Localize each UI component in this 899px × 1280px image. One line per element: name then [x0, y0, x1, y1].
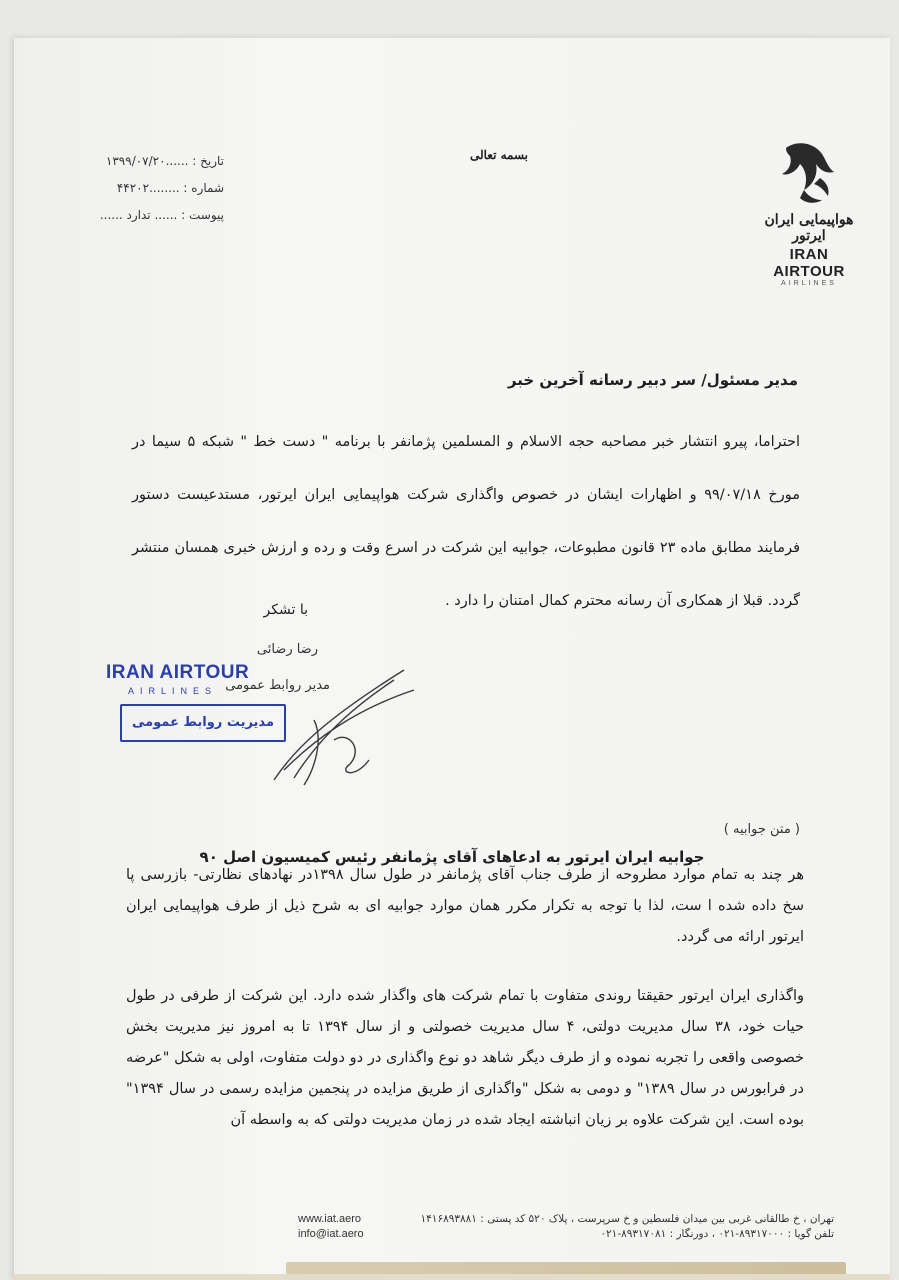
- footer-address-line1: تهران ، خ طالقانی غربی بین میدان فلسطین و خ سرپرست ، پلاک ۵۲۰ کد پستی : ۱۴۱۶۸۹۳۸۸۱: [420, 1213, 834, 1225]
- paragraph-main: احتراما، پیرو انتشار خبر مصاحبه حجه الاسلام و المسلمین پژمانفر با برنامه " دست خط " شبکه ۵ سیما در مورخ ۹۹/۰۷/۱۸ و اظهارات ایشان در خصوص واگذاری شرکت هواپیمایی ایران ایرتور، مستدعیست دستور فرمایند مطابق ماده ۲۳ قانون مطبوعات، جوابیه این شرکت در اسرع وقت و رده و ارزش خبری همسان منتشر گردد. قبلا از همکاری آن رسانه محترم کمال امتنان را دارد .: [132, 434, 801, 609]
- recipient-line: مدیر مسئول/ سر دبیر رسانه آخرین خبر: [507, 371, 798, 389]
- signer-name: رضا رضائی: [256, 642, 318, 657]
- footer-address-line2: تلفن گویا : ۸۹۳۱۷۰۰۰-۰۲۱ ، دورنگار : ۸۹۳۱۷۰۸۱-۰۲۱: [600, 1228, 834, 1240]
- pegasus-logo-icon: [774, 138, 844, 210]
- letter-meta: [54, 148, 224, 229]
- signer-title: مدیر روابط عمومی: [225, 678, 330, 693]
- stamp-company-name: IRAN AIRTOUR: [106, 662, 250, 683]
- reply-text-label: ( متن جوابیه ): [723, 822, 800, 837]
- footer-email: info@iat.aero: [298, 1228, 364, 1240]
- meta-date: تاریخ : ......۱۳۹۹/۰۷/۲۰: [105, 154, 224, 168]
- footer-contact: [298, 1212, 364, 1242]
- meta-attachment: پیوست : ...... تدارد ......: [99, 208, 224, 222]
- bismillah-heading: بسمه تعالی: [469, 148, 529, 162]
- closing-phrase: با تشکر: [263, 602, 308, 618]
- footer-website: www.iat.aero: [298, 1213, 361, 1225]
- paragraph-reply-2: واگذاری ایران ایرتور حقیقتا روندی متفاوت با تمام شرکت های واگذار شده دارد. این شرکت از طرفی در طول حیات خود، ۳۸ سال مدیریت دولتی، ۴ سال مدیریت خصولتی و از سال ۱۳۹۴ تا به امروز نیز مدیریت بخش خصوصی واقعی را تجربه نموده و از طرف دیگر شاهد دو نوع واگذاری در دو دولت متفاوت، اولی به شکل "عرضه در فرابورس در سال ۱۳۸۹" و دومی به شکل "واگذاری از طریق مزایده در پنجمین مزایده رسمی در سال ۱۳۹۴" بوده است. این شرکت علاوه بر زیان انباشته ایجاد شده در زمان مدیریت دولتی که به واسطه آن: [126, 988, 805, 1128]
- logo-persian-name: هواپیمایی ایران ایرتور: [764, 212, 854, 244]
- logo-english-name: IRAN AIRTOUR: [773, 246, 845, 280]
- footer-bottom-band: [14, 1274, 890, 1280]
- footer-address: [414, 1212, 834, 1242]
- paragraph-reply-1: هر چند به تمام موارد مطروحه از طرف جناب آقای پژمانفر در طول سال ۱۳۹۸در نهادهای نظارتی- بازرسی پا سخ داده شده ا ست، لذا با توجه به تکرار مکرر همان موارد جوابیه ای به شرح ذیل از طرف هواپیمایی ایران ایرتور ارائه می گردد.: [126, 867, 804, 945]
- stamp-subtitle: AIRLINES: [128, 686, 218, 696]
- company-logo: [754, 138, 864, 298]
- handwritten-signature-icon: [254, 660, 424, 790]
- reply-title: جوابیه ایران ایرتور به ادعاهای آقای پژمانفر رئیس کمیسیون اصل ۹۰: [199, 848, 705, 866]
- logo-subtitle: AIRLINES: [781, 280, 837, 287]
- meta-number: شماره : ........۴۴۲۰۲: [116, 181, 224, 195]
- stamp-department: مدیریت روابط عمومی: [120, 704, 286, 742]
- letter-page: [14, 38, 890, 1280]
